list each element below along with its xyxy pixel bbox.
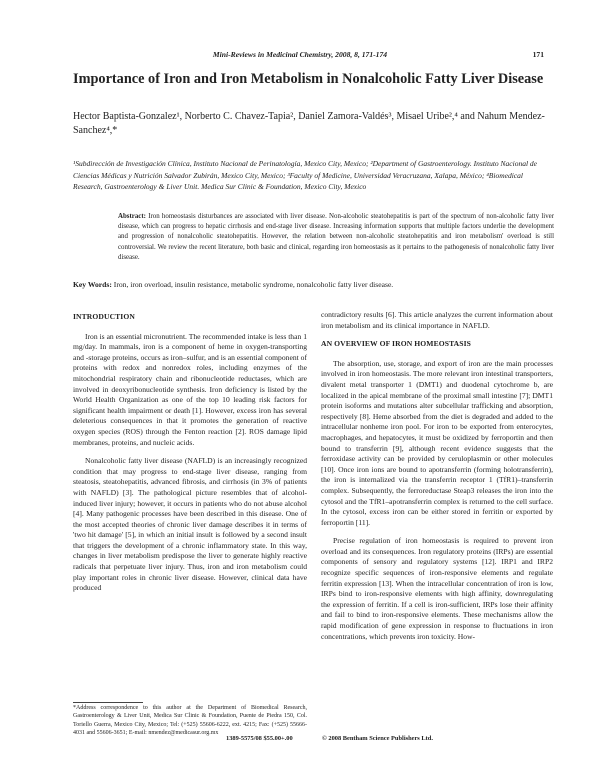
keywords-label: Key Words: <box>73 280 112 289</box>
keywords-text: Iron, iron overload, insulin resistance, metabolic syndrome, nonalcoholic fatty liver disease. <box>113 280 394 289</box>
journal-citation: Mini-Reviews in Medicinal Chemistry, 2008, 8, 171-174 <box>212 50 388 59</box>
article-title: Importance of Iron and Iron Metabolism in Nonalcoholic Fatty Liver Disease <box>73 71 544 87</box>
keywords <box>73 280 553 290</box>
footnote-divider <box>73 702 143 703</box>
correspondence-footnote: *Address correspondence to this author at the Department of Biomedical Research, Gastroenterology & Liver Unit, Medica Sur Clinic & Foundation, Puente de Piedra 150, Col. Toriello Guerra, Mexico City, Mexico; Tel: (+525) 55606-6222, ext. 4215; Fax: (+525) 55666-4031 and 55606-3651; E-mail: nmendez@medicasur.org.mx <box>73 705 307 736</box>
page-number: 171 <box>532 50 544 59</box>
right-column <box>321 310 553 650</box>
section-heading-introduction: INTRODUCTION <box>73 312 135 321</box>
copyright-notice: © 2008 Bentham Science Publishers Ltd. <box>322 735 433 742</box>
abstract-label: Abstract: <box>118 213 146 220</box>
author-list: Hector Baptista-Gonzalez¹, Norberto C. Chavez-Tapia², Daniel Zamora-Valdés³, Misael Uribe²,⁴ and Nahum Mendez-Sanchez⁴,* <box>73 111 545 136</box>
paragraph: Precise regulation of iron homeostasis is required to prevent iron overload and its consequences. Iron regulatory proteins (IRPs) are essential components of sensory and regulatory systems [12]. IRP1 and IRP2 recognize specific sequences of iron-responsive elements and regulate ferritin expression [13]. When the intracellular concentration of iron is low, IRPs bind to iron-responsive elements with high affinity, downregulating the expression of ferritin. If a cell is iron-sufficient, IRPs lose their affinity and fail to bind to iron-responsive elements. These mechanisms allow the rapid modification of gene expression in response to fluctuations in iron concentrations, which prevents iron toxicity. How- <box>321 536 553 641</box>
paragraph: The absorption, use, storage, and export of iron are the main processes involved in iron homeostasis. The more relevant iron intestinal transporters, divalent metal transporter 1 (DMT1) and duodenal cytochrome b, are localized in the apical membrane of the proximal small intestine [7]; DMT1 protein isoforms and mutations alter subcellular trafficking and absorption, respectively [8]. Heme absorbed from the diet is degraded and added to the intracellular nonheme iron pool. For iron to be exported from enterocytes, macrophages, and hepatocytes, it must be oxidized by ferroportin and then bound to transferrin [9], although recent evidence suggests that the ferroxidase activity can be provided by ceruloplasmin or other molecules [10]. Once iron ions are bound to apotransferrin (forming holotransferrin), the iron is internalized via the transferrin receptor 1 (TfR1)–transferrin complex. Subsequently, the ferroreductase Steap3 releases the iron into the cytosol and the TfR1–apotransferrin complex is returned to the cell surface. In the cytosol, excess iron can be either stored in ferritin or exported by ferroportin [11]. <box>321 358 553 527</box>
section-heading-iron-homeostasis: AN OVERVIEW OF IRON HOMEOSTASIS <box>321 339 471 349</box>
paragraph: Iron is an essential micronutrient. The recommended intake is less than 1 mg/day. In mammals, iron is a component of heme in oxygen-transporting and -storage proteins, occurs as iron–sulfur, and is an essential component of proteins with redox and nonredox roles, including enzymes of the mitochondrial respiratory chain and ribonucleotide reductases, which are involved in deoxyribonucleotide synthesis. Iron deficiency is listed by the World Health Organization as one of the top 10 leading risk factors for significant health impairment or death [1]. However, excess iron has several deleterious consequences in that it promotes the generation of reactive oxygen species (ROS) through the Fenton reaction [2]. ROS damage lipid membranes, proteins, and nucleic acids. <box>73 331 307 447</box>
paragraph: Nonalcoholic fatty liver disease (NAFLD) is an increasingly recognized condition that may progress to end-stage liver disease, ranging from steatosis, steatohepatitis, advanced fibrosis, and cirrhosis (in 3% of patients with NAFLD) [3]. The pathological picture resembles that of alcohol-induced liver injury; however, it occurs in patients who do not abuse alcohol [4]. Many pathogenic processes have been described in this disease. One of the most accepted theories of chronic liver damage describes it in terms of 'two hit damage' [5], in which an initial insult is followed by a second insult that triggers the development of a chronic inflammatory state. In this way, changes in liver metabolism predispose the liver to generate highly reactive radicals that perpetuate liver injury. Thus, iron and iron metabolism could play important roles in chronic liver disease. However, clinical data have produced <box>73 456 307 593</box>
abstract-text: Iron homeostasis disturbances are associated with liver disease. Non-alcoholic steatohepatitis is part of the spectrum of non-alcoholic fatty liver disease, which can progress to hepatic cirrhosis and end-stage liver disease. Increasing information supports that multiple factors underlie the development and progression of nonalcoholic steatohepatitis. However, the relation between non-alcoholic steatohepatitis and iron metabolism' overload is still controversial. We review the recent literature, both basic and clinical, regarding iron homeostasis as it pertains to the pathogenesis of nonalcoholic fatty liver disease. <box>118 213 554 261</box>
running-head <box>0 50 600 59</box>
abstract <box>118 212 554 263</box>
issn-price: 1389-5575/08 $55.00+.00 <box>226 735 293 742</box>
paragraph: contradictory results [6]. This article analyzes the current information about iron metabolism and its clinical importance in NAFLD. <box>321 310 553 330</box>
author-affiliations: ¹Subdirección de Investigación Clínica, Instituto Nacional de Perinatología, Mexico City, Mexico; ²Department of Gastroenterology. Instituto Nacional de Ciencias Médicas y Nutrición Salvador Zubirán, Mexico City, Mexico; ³Faculty of Medicine, Universidad Veracruzana, Xalapa, México; ⁴Biomedical Research, Gastroenterology & Liver Unit. Medica Sur Clinic & Foundation, Mexico City, Mexico <box>73 159 537 191</box>
left-column <box>73 310 307 602</box>
